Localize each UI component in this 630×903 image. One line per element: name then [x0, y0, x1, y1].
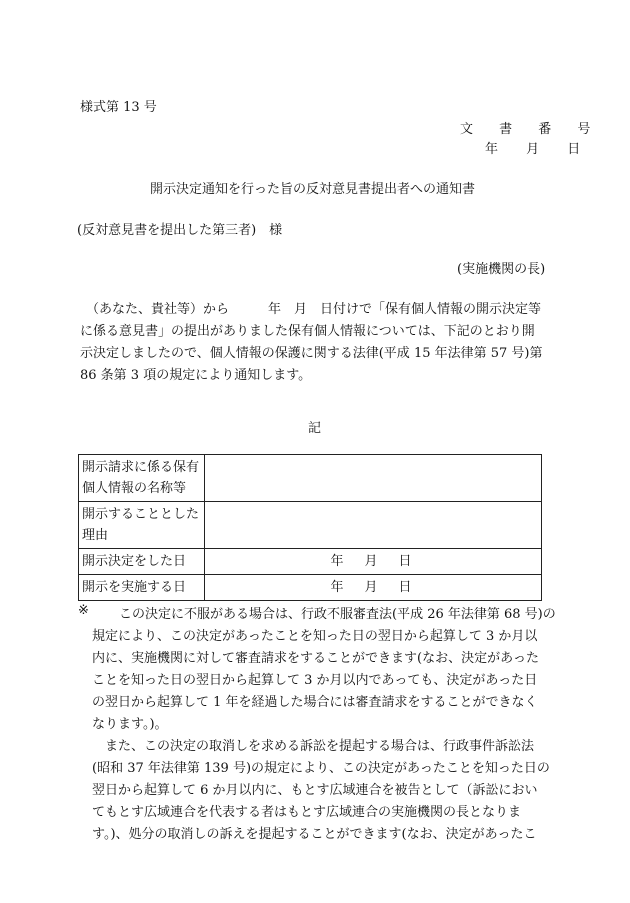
table-label-line: 開示を実施する日: [82, 580, 187, 595]
note-marker: ※: [78, 603, 89, 618]
note-line: てもとす広域連合を代表する者はもとす広域連合の実施機関の長となりま: [92, 805, 522, 820]
note-line: 翌日から起算して 6 か月以内に、もとす広域連合を被告として（訴訟におい: [92, 783, 538, 798]
body-paragraph-line: （あなた、貴社等）から 年 月 日付けで「保有個人情報の開示決定等: [86, 302, 542, 317]
document-date-label: 年 月 日: [485, 142, 593, 157]
note-line: この決定に不服がある場合は、行政不服審査法(平成 26 年法律第 68 号)の: [119, 607, 556, 622]
body-paragraph-line: 86 条第 3 項の規定により通知します。: [80, 368, 312, 383]
sender-line: (実施機関の長): [457, 262, 546, 277]
table-value-cell: [205, 455, 542, 502]
recipient-line: (反対意見書を提出した第三者) 様: [77, 223, 283, 238]
ki-heading: 記: [308, 421, 322, 436]
note-line: ことを知った日の翌日から起算して 3 か月以内であっても、決定があった日: [92, 673, 538, 688]
table-row: [79, 549, 542, 575]
table-label-line: 開示請求に係る保有: [82, 460, 200, 475]
decision-info-table: [78, 454, 542, 601]
note-line: (昭和 37 年法律第 139 号)の規定により、この決定があったことを知った日の: [92, 761, 550, 776]
form-number: 様式第 13 号: [80, 100, 157, 115]
document-number-label: 文 書 番 号: [460, 122, 602, 137]
note-line: す。)、処分の取消しの訴えを提起することができます(なお、決定があったこ: [92, 827, 537, 842]
document-title: 開示決定通知を行った旨の反対意見書提出者への通知書: [150, 182, 476, 197]
table-label-line: 開示することとした: [82, 507, 200, 522]
table-label-line: 開示決定をした日: [82, 554, 187, 569]
body-paragraph-line: 示決定しましたので、個人情報の保護に関する法律(平成 15 年法律第 57 号)第: [80, 346, 543, 361]
note-line: 内に、実施機関に対して審査請求をすることができます(なお、決定があった: [92, 651, 539, 666]
table-label-cell: [79, 455, 205, 502]
table-label-line: 個人情報の名称等: [82, 481, 187, 496]
table-row: [79, 455, 542, 502]
table-label-cell: [79, 502, 205, 549]
note-line: なります。)。: [92, 717, 168, 732]
table-label-cell: [79, 549, 205, 575]
table-value-cell: [205, 502, 542, 549]
table-value-cell: 年 月 日: [205, 575, 542, 601]
table-label-line: 理由: [82, 528, 109, 543]
note-line: の翌日から起算して 1 年を経過した場合には審査請求をすることができなく: [92, 695, 538, 710]
table-value-cell: 年 月 日: [205, 549, 542, 575]
table-row: [79, 502, 542, 549]
note-line: 規定により、この決定があったことを知った日の翌日から起算して 3 か月以: [92, 629, 538, 644]
body-paragraph-line: に係る意見書」の提出がありました保有個人情報については、下記のとおり開: [80, 324, 535, 339]
table-row: [79, 575, 542, 601]
note-line: また、この決定の取消しを求める訴訟を提起する場合は、行政事件訴訟法: [92, 739, 535, 754]
table-label-cell: [79, 575, 205, 601]
